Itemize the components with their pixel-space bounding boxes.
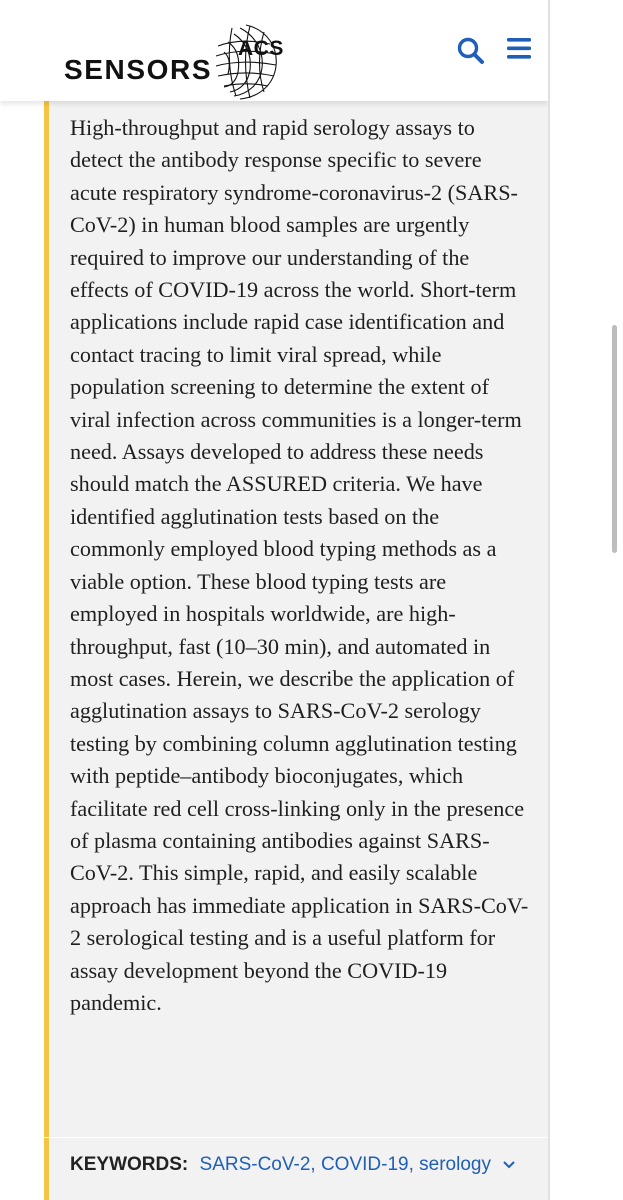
acs-sensors-logo[interactable] <box>64 22 284 102</box>
chevron-down-icon[interactable] <box>502 1160 516 1170</box>
sensors-globe-logo-mark <box>210 22 282 102</box>
search-icon <box>456 36 486 66</box>
content-edge-divider <box>548 0 550 1200</box>
keywords-list[interactable]: SARS-CoV-2, COVID-19, serology <box>199 1154 491 1175</box>
logo-acs-text: ACS <box>238 37 284 60</box>
hamburger-menu-icon <box>505 36 533 62</box>
site-header <box>0 0 548 101</box>
menu-button[interactable] <box>505 36 533 62</box>
abstract-panel <box>44 101 550 1137</box>
keywords-label: KEYWORDS: <box>70 1154 189 1175</box>
keywords-row[interactable] <box>70 1154 516 1176</box>
keywords-panel <box>44 1138 550 1200</box>
scrollbar-thumb[interactable] <box>612 325 617 553</box>
logo-sensors-text: SENSORS <box>64 54 213 85</box>
search-button[interactable] <box>456 36 486 66</box>
abstract-text: High-throughput and rapid serology assays to detect the antibody response specific to severe acute respiratory syndrome-coronavirus-2 (SARS-CoV-2) in human blood samples are urgently required to improve our understanding of the effects of COVID-19 across the world. Short-term applications include rapid case identification and contact tracing to limit viral spread, while population screening to determine the extent of viral infection across communities is a longer-term need. Assays developed to address these needs should match the ASSURED criteria. We have identified agglutination tests based on the commonly employed blood typing methods as a viable option. These blood typing tests are employed in hospitals worldwide, are high-throughput, fast (10–30 min), and automated in most cases. Herein, we describe the application of agglutination assays to SARS-CoV-2 serology testing by combining column agglutination testing with peptide–antibody bioconjugates, which facilitate red cell cross-linking only in the presence of plasma containing antibodies against SARS-CoV-2. This simple, rapid, and easily scalable approach has immediate application in SARS-CoV-2 serological testing and is a useful platform for assay development beyond the COVID-19 pandemic. <box>70 115 529 1015</box>
